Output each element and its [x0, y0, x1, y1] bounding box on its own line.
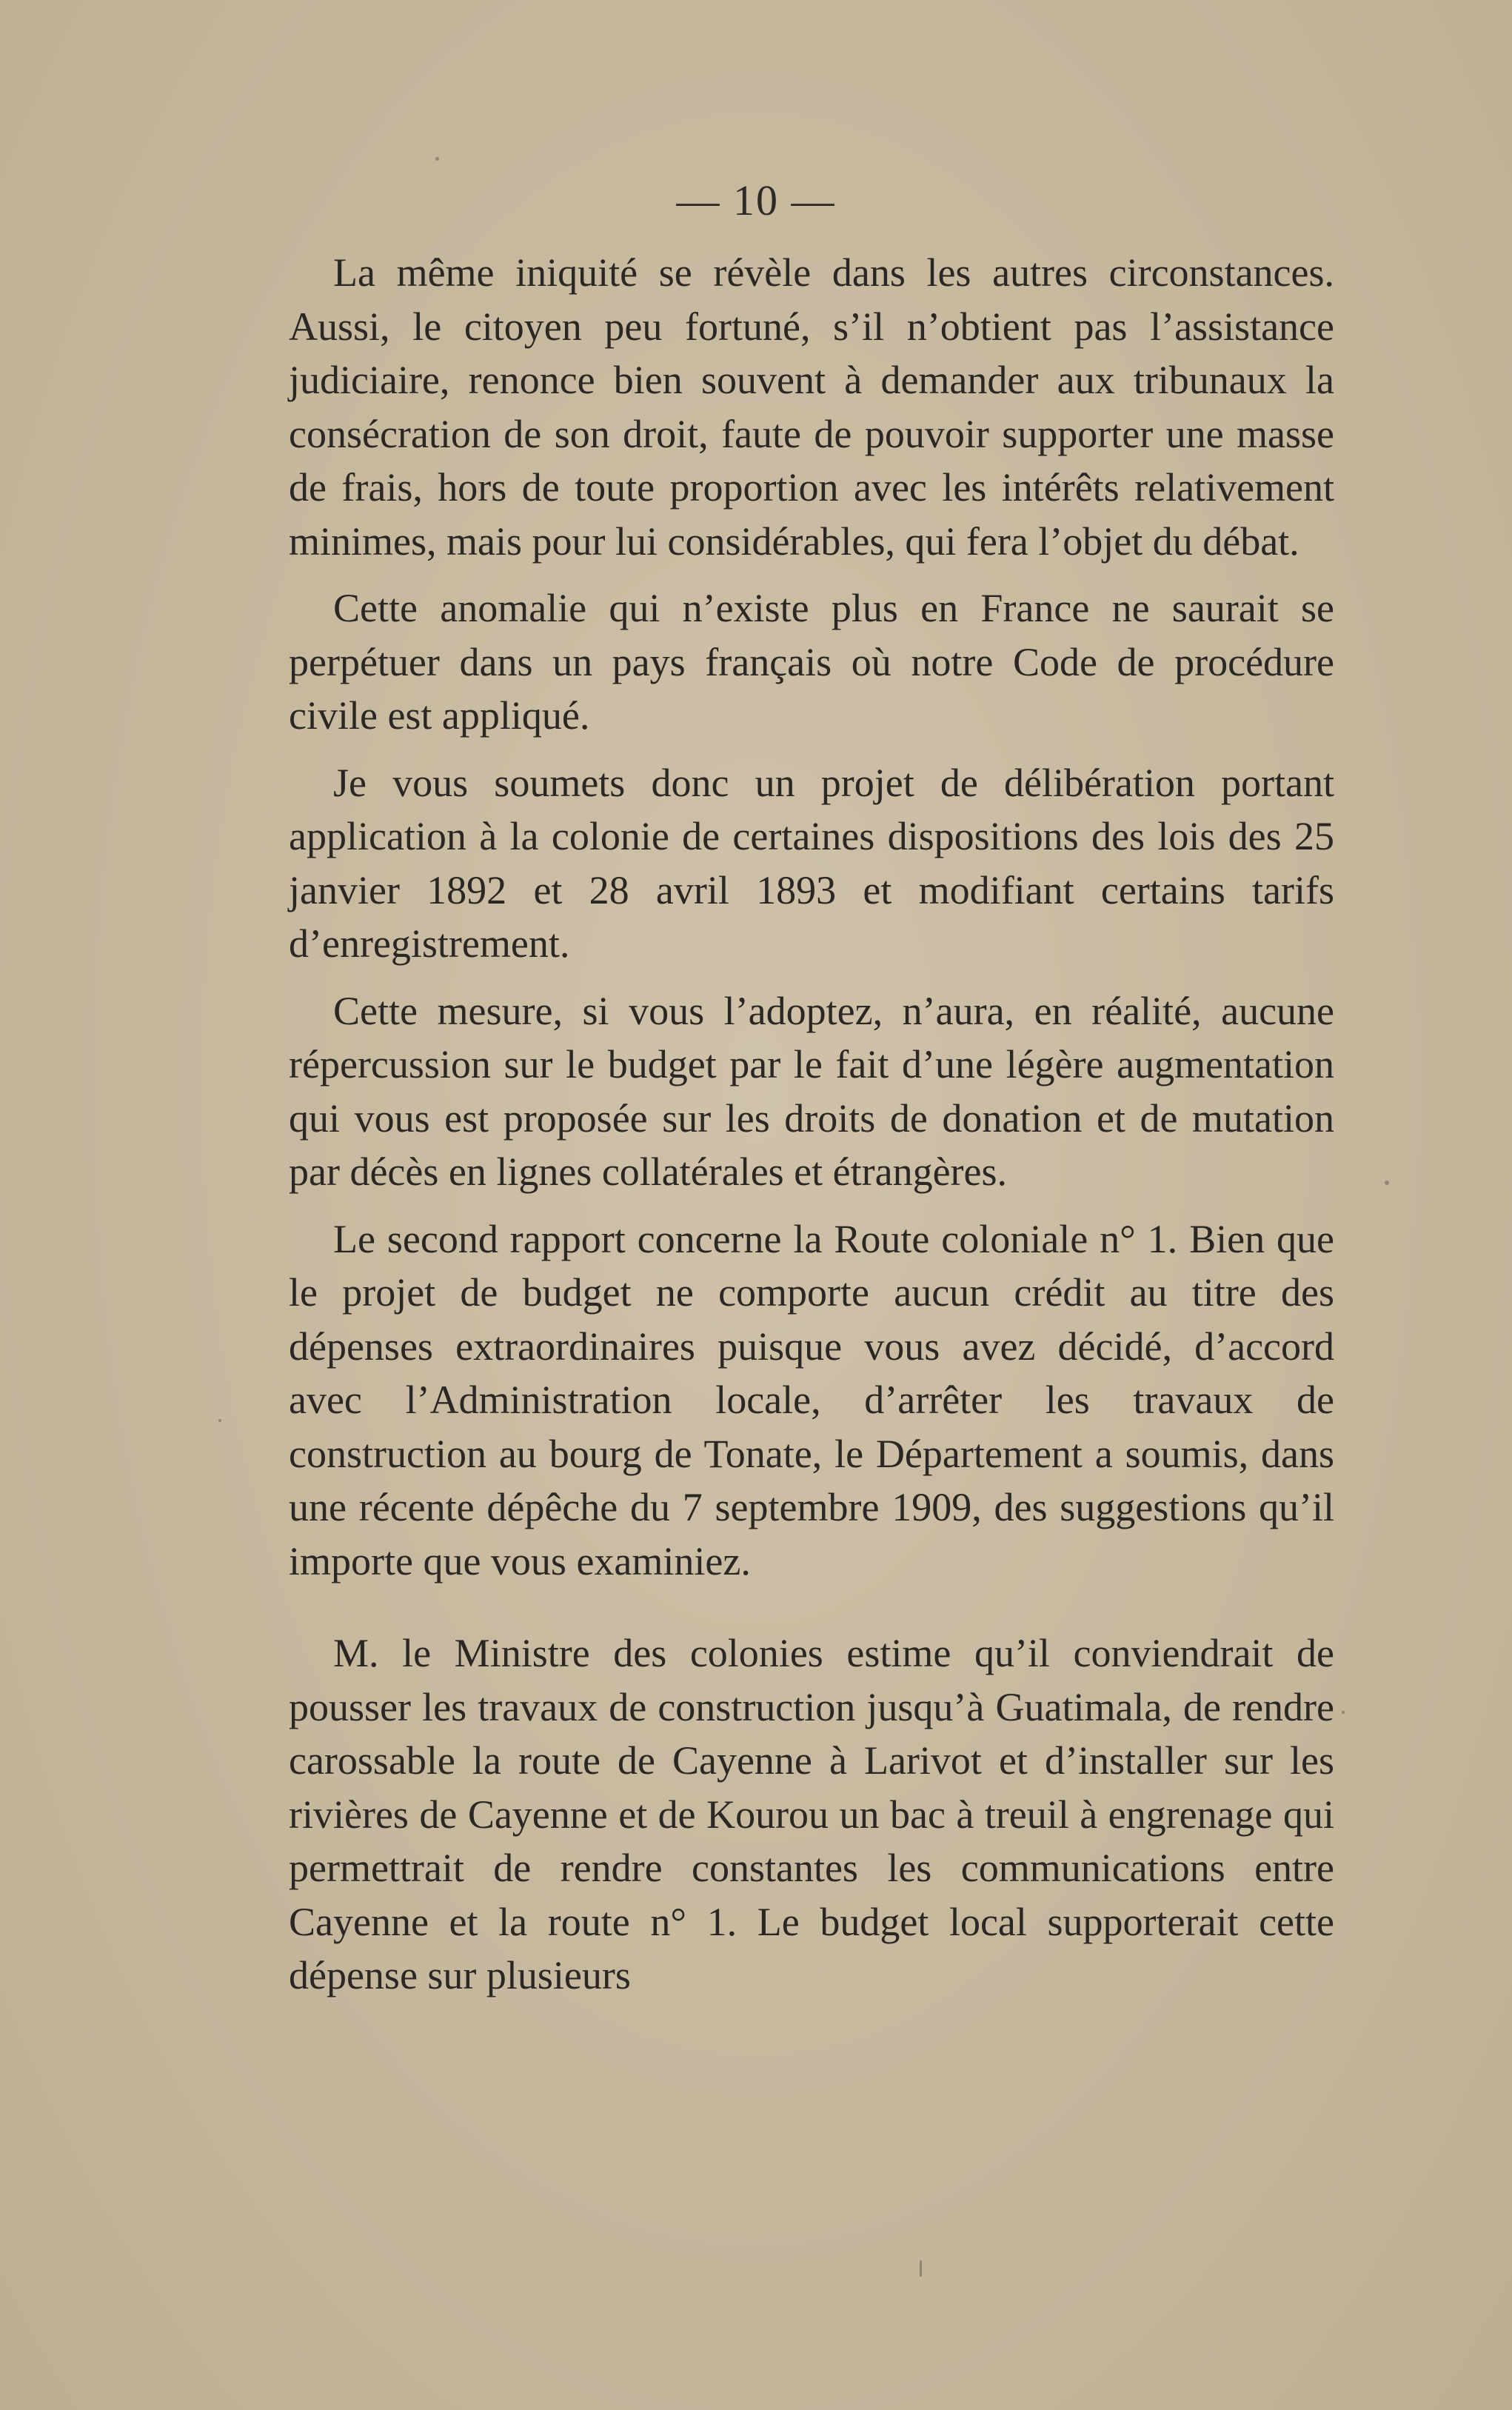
page-number: — 10 —	[676, 176, 836, 224]
paragraph-6: M. le Ministre des colonies estime qu’il conviendrait de pousser les travaux de construction jusqu’à Guatimala, de rendre carossable la route de Cayenne à Larivot et d’installer sur les rivières de Cayenne et de Kourou un bac à treuil à engrenage qui permettrait de rendre constantes les communications entre Cayenne et la route n° 1. Le budget local supporterait cette dépense sur plusieurs	[289, 1631, 1334, 1997]
paper-speck	[218, 1419, 221, 1422]
paragraph-1: La même iniquité se révèle dans les autres circonstances. Aussi, le citoyen peu fortuné, s’il n’obtient pas l’assistance judiciaire, renonce bien souvent à demander aux tribunaux la consécration de son droit, faute de pouvoir supporter une masse de frais, hors de toute proportion avec les intérêts relativement minimes, mais pour lui considérables, qui fera l’objet du débat.	[289, 250, 1334, 564]
paragraph-2: Cette anomalie qui n’existe plus en France ne saurait se perpétuer dans un pays français où notre Code de procédure civile est appliqué.	[289, 586, 1334, 738]
body-text	[289, 246, 1334, 2003]
paper-speck	[1342, 1711, 1345, 1714]
paper-speck	[920, 2260, 922, 2277]
paper-speck	[435, 157, 439, 161]
paragraph-3: Je vous soumets donc un projet de délibération portant application à la colonie de certaines dispositions des lois des 25 janvier 1892 et 28 avril 1893 et modifiant certains tarifs d’enregistrement.	[289, 760, 1334, 966]
paragraph-5: Le second rapport concerne la Route coloniale n° 1. Bien que le projet de budget ne comporte aucun crédit au titre des dépenses extraordinaires puisque vous avez décidé, d’accord avec l’Administration locale, d’arrêter les travaux de construction au bourg de Tonate, le Département a soumis, dans une récente dépêche du 7 septembre 1909, des suggestions qu’il importe que vous examiniez.	[289, 1216, 1334, 1583]
paper-speck	[1385, 1181, 1389, 1185]
paragraph-4: Cette mesure, si vous l’adoptez, n’aura, en réalité, aucune répercussion sur le budget par le fait d’une légère augmentation qui vous est proposée sur les droits de donation et de mutation par décès en lignes collatérales et étrangères.	[289, 988, 1334, 1194]
